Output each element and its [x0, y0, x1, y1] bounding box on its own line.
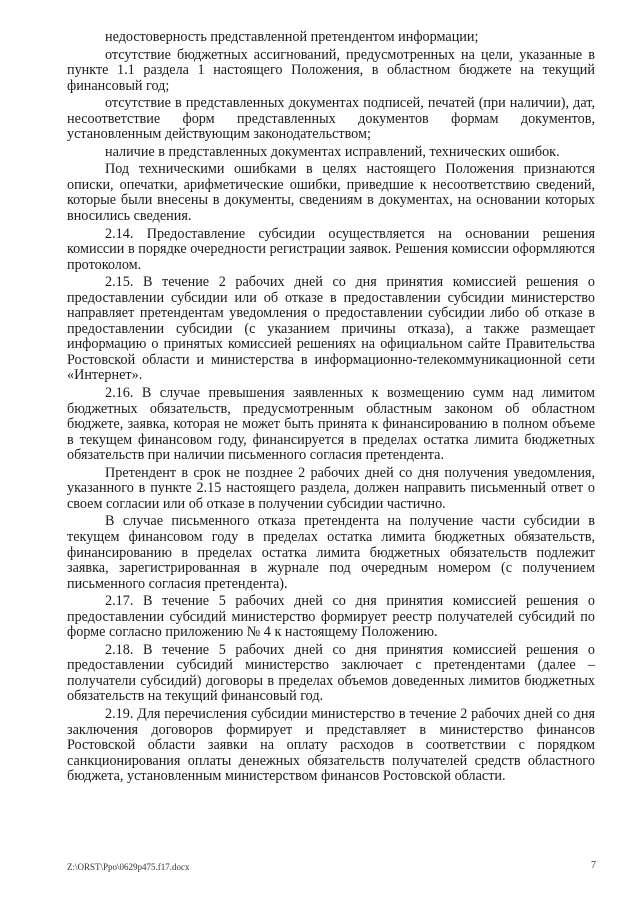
- paragraph-2-15: 2.15. В течение 2 рабочих дней со дня принятия комиссией решения о предоставлении субсидии или об отказе в предоставлении субсидии министерство направляет претендентам уведомления о предоставлении субсидии либо об отказе в предоставлении субсидии (с указанием причины отказа), а также размещает информацию о принятых комиссией решениях на официальном сайте Правительства Ростовской области и министерства в информационно-телекоммуникационной сети «Интернет».: [67, 274, 595, 384]
- paragraph-2-19: 2.19. Для перечисления субсидии министерство в течение 2 рабочих дней со дня заключения договоров формирует и представляет в министерство финансов Ростовской области заявки на оплату расходов в соответствии с порядком санкционирования оплаты денежных обязательств получателей средств областного бюджета, установленным министерством финансов Ростовской области.: [67, 705, 595, 785]
- paragraph-2-16: 2.16. В случае превышения заявленных к возмещению сумм над лимитом бюджетных обязательств, предусмотренным областным законом об областном бюджете, заявка, которая не может быть принята к финансированию в полном объеме в текущем финансовом году, финансируется в пределах остатка лимита бюджетных обязательств при наличии письменного согласия претендента.: [67, 385, 595, 464]
- page-number: 7: [591, 860, 596, 871]
- paragraph: отсутствие бюджетных ассигнований, предусмотренных на цели, указанные в пункте 1.1 раздела 1 настоящего Положения, в областном бюджете на текущий финансовый год;: [67, 46, 595, 94]
- paragraph: В случае письменного отказа претендента на получение части субсидии в текущем финансовом году в пределах остатка лимита бюджетных обязательств, финансированию в пределах остатка лимита бюджетных обязательств подлежит заявка, зарегистрированная в журнале под очередным номером (с получением письменного согласия претендента).: [67, 513, 595, 592]
- paragraph: отсутствие в представленных документах подписей, печатей (при наличии), дат, несоответствие форм представленных документов формам документов, установленным действующим законодательством;: [67, 95, 595, 143]
- paragraph-2-18: 2.18. В течение 5 рабочих дней со дня принятия комиссией решения о предоставлении субсидий министерство заключает с претендентами (далее – получатели субсидий) договоры в пределах объемов доведенных лимитов бюджетных обязательств на текущий финансовый год.: [67, 641, 595, 705]
- document-body: [67, 30, 595, 787]
- paragraph: Претендент в срок не позднее 2 рабочих дней со дня получения уведомления, указанного в пункте 2.15 настоящего раздела, должен направить письменный ответ о своем согласии или об отказе в получении субсидии частично.: [67, 464, 595, 512]
- paragraph-2-17: 2.17. В течение 5 рабочих дней со дня принятия комиссией решения о предоставлении субсидий министерство формирует реестр получателей субсидий по форме согласно приложению № 4 к настоящему Положению.: [67, 593, 595, 641]
- paragraph: Под техническими ошибками в целях настоящего Положения признаются описки, опечатки, арифметические ошибки, приведшие к несоответствию сведений, которые были внесены в документы, сведениям в документах, на основании которых вносились сведения.: [67, 161, 595, 225]
- footer-file-path: Z:\ORST\Ppo\0629p475.f17.docx: [67, 862, 190, 872]
- paragraph-2-14: 2.14. Предоставление субсидии осуществляется на основании решения комиссии в порядке очередности регистрации заявок. Решения комиссии оформляются протоколом.: [67, 225, 595, 273]
- paragraph: недостоверность представленной претендентом информации;: [105, 29, 479, 45]
- paragraph: наличие в представленных документах исправлений, технических ошибок.: [105, 143, 560, 160]
